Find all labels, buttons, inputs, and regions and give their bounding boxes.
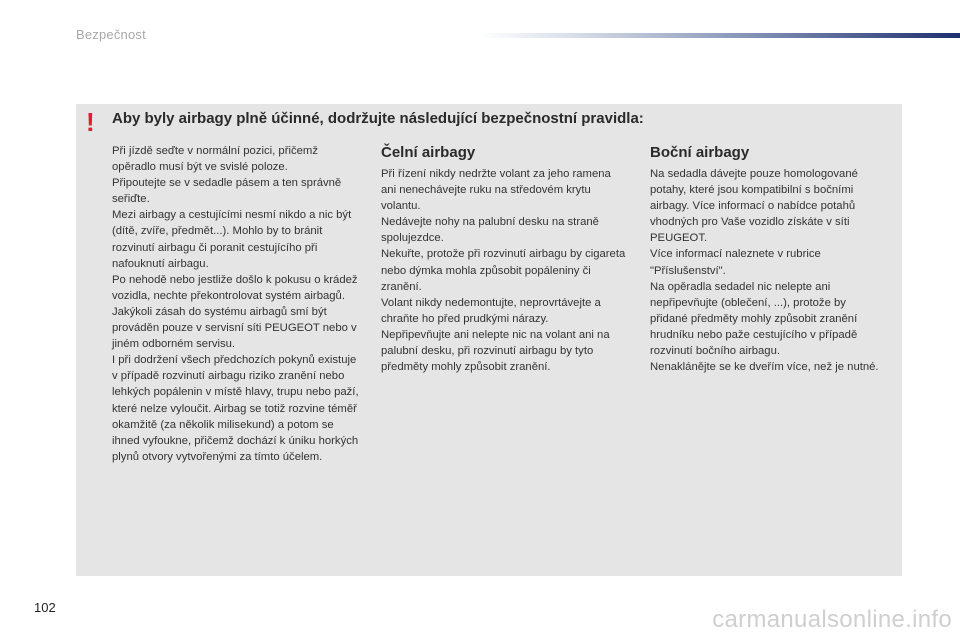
paragraph: Více informací naleznete v rubrice "Příslušenství". <box>650 248 821 277</box>
paragraph: Jakýkoli zásah do systému airbagů smí být prováděn pouze v servisní síti PEUGEOT nebo v jiném odborném servisu. <box>112 305 357 351</box>
paragraph: Nedávejte nohy na palubní desku na straně spolujezdce. <box>381 216 599 245</box>
paragraph: Nekuřte, protože při rozvinutí airbagu by cigareta nebo dýmka mohla způsobit popáleniny či zranění. <box>381 248 626 293</box>
header-gradient-bar <box>478 33 960 38</box>
side-airbags-column <box>650 166 886 375</box>
paragraph: Na opěradla sedadel nic nelepte ani nepřipevňujte (oblečení, ...), protože by přidané předměty mohly způsobit zranění hrudníku nebo paže cestujícího v případě rozvinutí bočního airbagu. <box>650 280 858 358</box>
paragraph: Při jízdě seďte v normální pozici, přičemž opěradlo musí být ve svislé poloze. <box>112 145 318 174</box>
front-airbags-column <box>381 166 629 375</box>
paragraph: Nenaklánějte se ke dveřím více, než je nutné. <box>650 361 879 374</box>
paragraph: Mezi airbagy a cestujícími nesmí nikdo a nic být (dítě, zvíře, předmět...). Mohlo by to bránit rozvinutí airbagu či poranit cestujícího při nafouknutí airbagu. <box>112 209 352 270</box>
watermark: carmanualsonline.info <box>712 606 952 633</box>
paragraph: Na sedadla dávejte pouze homologované potahy, které jsou kompatibilní s bočními airbagy. Více informací o nabídce potahů vhodných pro Vaše vozidlo získáte v síti PEUGEOT. <box>650 168 858 245</box>
paragraph: Volant nikdy nedemontujte, neprovrtávejte a chraňte ho před prudkými nárazy. <box>381 296 601 325</box>
side-airbags-heading: Boční airbagy <box>650 144 750 161</box>
general-rules-column <box>112 143 364 465</box>
paragraph: Připoutejte se v sedadle pásem a ten správně seřiďte. <box>112 177 342 206</box>
exclamation-icon: ! <box>86 107 95 137</box>
paragraph: Při řízení nikdy nedržte volant za jeho ramena ani nenechávejte ruku na středovém krytu volantu. <box>381 168 611 213</box>
paragraph: Po nehodě nebo jestliže došlo k pokusu o krádež vozidla, nechte překontrolovat systém airbagů. <box>112 273 358 302</box>
section-title: Bezpečnost <box>76 27 146 42</box>
front-airbags-heading: Čelní airbagy <box>381 144 476 161</box>
paragraph: I při dodržení všech předchozích pokynů existuje v případě rozvinutí airbagu riziko zranění nebo lehkých popálenin v místě hlavy, trupu nebo paží, které nelze vyloučit. Airbag se totiž rozvine téměř okamžitě (za několik milisekund) a potom se ihned vyfoukne, přičemž dochází k úniku horkých plynů otvory vytvořenými za tímto účelem. <box>112 354 359 463</box>
page-number: 102 <box>34 600 56 615</box>
warning-headline: Aby byly airbagy plně účinné, dodržujte následující bezpečnostní pravidla: <box>112 110 644 127</box>
paragraph: Nepřipevňujte ani nelepte nic na volant ani na palubní desku, při rozvinutí airbagu by tyto předměty mohly způsobit zranění. <box>381 328 610 374</box>
